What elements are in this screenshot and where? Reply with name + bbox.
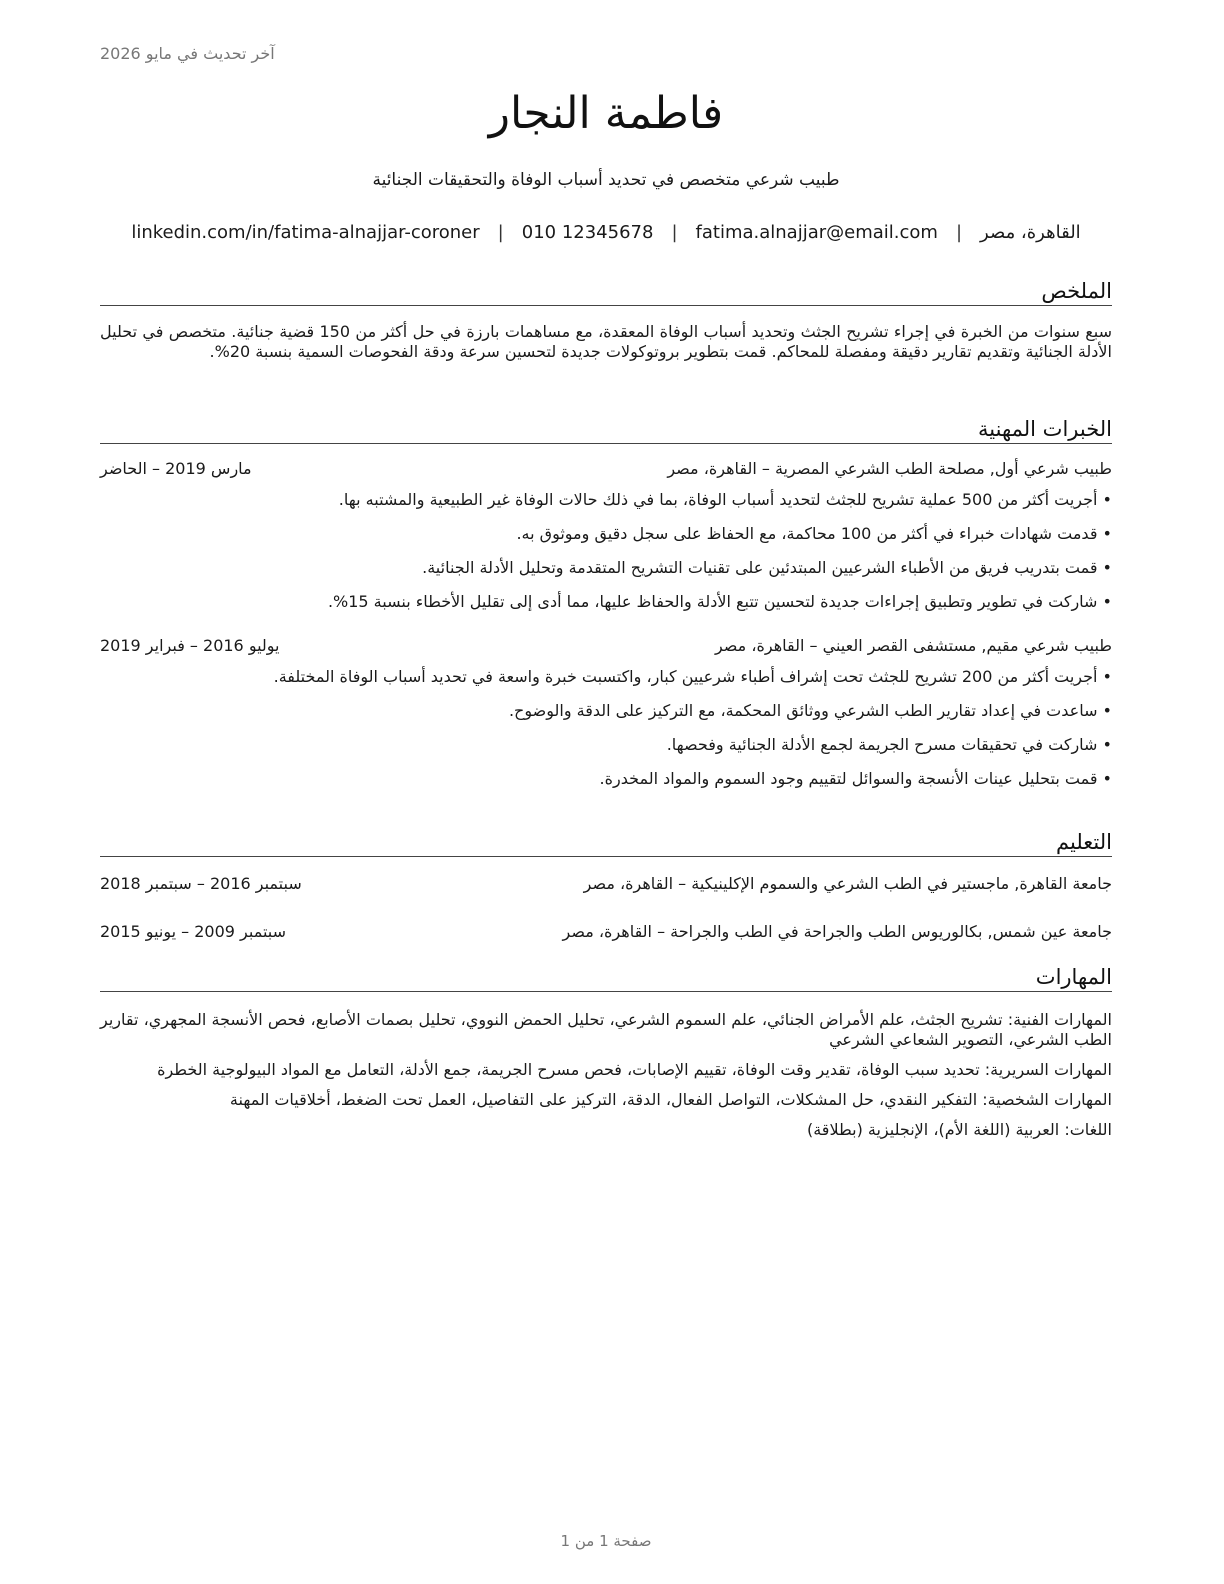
- job-bullets: [100, 489, 1112, 613]
- job-bullet: • قمت بتحليل عينات الأنسجة والسوائل لتقييم وجود السموم والمواد المخدرة.: [100, 768, 1112, 790]
- page-number: صفحة 1 من 1: [560, 1532, 652, 1550]
- job-role: طبيب شرعي مقيم, مستشفى القصر العيني – القاهرة، مصر: [714, 636, 1112, 655]
- skill-line: المهارات الفنية: تشريح الجثث، علم الأمراض الجنائي، علم السموم الشرعي، تحليل الحمض النووي، تحليل بصمات الأصابع، فحص الأنسجة المجهري، تقارير الطب الشرعي، التصوير الشعاعي الشرعي: [100, 1010, 1112, 1049]
- job-dates: يوليو 2016 – فبراير 2019: [100, 636, 280, 655]
- summary-section: [100, 278, 1112, 362]
- summary-text: سبع سنوات من الخبرة في إجراء تشريح الجثث وتحديد أسباب الوفاة المعقدة، مع مساهمات بارزة في حل أكثر من 150 قضية جنائية. متخصص في تحليل الأدلة الجنائية وتقديم تقارير دقيقة ومفصلة للمحاكم. قمت بتطوير بروتوكولات جديدة لتحسين سرعة ودقة الفحوصات السمية بنسبة 20%.: [100, 322, 1113, 361]
- experience-section: [100, 416, 1112, 802]
- skills-list: [100, 1010, 1112, 1140]
- contact-separator: |: [497, 222, 504, 243]
- job-bullet: • أجريت أكثر من 200 تشريح للجثث تحت إشراف أطباء شرعيين كبار، واكتسبت خبرة واسعة في تحديد أسباب الوفاة المختلفة.: [100, 666, 1112, 688]
- candidate-name: فاطمة النجار: [488, 88, 724, 139]
- job-role: طبيب شرعي أول, مصلحة الطب الشرعي المصرية – القاهرة، مصر: [667, 459, 1112, 478]
- job-header: [100, 635, 1112, 657]
- skill-line: اللغات: العربية (اللغة الأم)، الإنجليزية (بطلاقة): [806, 1120, 1112, 1139]
- contact-separator: |: [671, 222, 678, 243]
- education-degree: جامعة القاهرة, ماجستير في الطب الشرعي والسموم الإكلينيكية – القاهرة، مصر: [583, 874, 1112, 893]
- skill-line: المهارات الشخصية: التفكير النقدي، حل المشكلات، التواصل الفعال، الدقة، التركيز على التفاصيل، العمل تحت الضغط، أخلاقيات المهنة: [229, 1090, 1112, 1109]
- education-degree: جامعة عين شمس, بكالوريوس الطب والجراحة في الطب والجراحة – القاهرة، مصر: [562, 922, 1112, 941]
- skill-line: المهارات السريرية: تحديد سبب الوفاة، تقدير وقت الوفاة، تقييم الإصابات، فحص مسرح الجريمة، جمع الأدلة، التعامل مع المواد البيولوجية الخطرة: [157, 1060, 1112, 1079]
- education-title: التعليم: [100, 829, 1112, 857]
- summary-title: الملخص: [100, 278, 1112, 306]
- last-updated-text: آخر تحديث في مايو 2026: [100, 44, 275, 63]
- skills-title: المهارات: [100, 964, 1112, 992]
- job-bullet: • قمت بتدريب فريق من الأطباء الشرعيين المبتدئين على تقنيات التشريح المتقدمة وتحليل الأدلة الجنائية.: [100, 557, 1112, 579]
- contact-line: [100, 222, 1112, 243]
- resume-page: [100, 0, 1112, 1584]
- education-dates: سبتمبر 2009 – يونيو 2015: [100, 922, 287, 941]
- job-bullets: [100, 666, 1112, 790]
- experience-title: الخبرات المهنية: [100, 416, 1112, 444]
- education-section: [100, 829, 1112, 943]
- contact-separator: |: [955, 222, 963, 243]
- job-entry: [100, 458, 1112, 613]
- education-entry: [100, 873, 1112, 895]
- job-bullet: • ساعدت في إعداد تقارير الطب الشرعي ووثائق المحكمة، مع التركيز على الدقة والوضوح.: [100, 700, 1112, 722]
- job-bullet: • شاركت في تطوير وتطبيق إجراءات جديدة لتحسين تتبع الأدلة والحفاظ عليها، مما أدى إلى تقليل الأخطاء بنسبة 15%.: [100, 591, 1112, 613]
- skills-section: [100, 964, 1112, 1150]
- job-bullet: • قدمت شهادات خبراء في أكثر من 100 محاكمة، مع الحفاظ على سجل دقيق وموثوق به.: [100, 523, 1112, 545]
- job-entry: [100, 635, 1112, 790]
- contact-location: القاهرة، مصر: [980, 222, 1081, 243]
- job-bullet: • شاركت في تحقيقات مسرح الجريمة لجمع الأدلة الجنائية وفحصها.: [100, 734, 1112, 756]
- contact-phone: 010 12345678: [521, 222, 654, 243]
- candidate-tagline: طبيب شرعي متخصص في تحديد أسباب الوفاة والتحقيقات الجنائية: [372, 170, 840, 190]
- education-dates: سبتمبر 2016 – سبتمبر 2018: [100, 874, 302, 893]
- job-bullet: • أجريت أكثر من 500 عملية تشريح للجثث لتحديد أسباب الوفاة، بما في ذلك حالات الوفاة غير الطبيعية والمشتبه بها.: [100, 489, 1112, 511]
- contact-linkedin[interactable]: linkedin.com/in/fatima-alnajjar-coroner: [131, 222, 480, 243]
- job-dates: مارس 2019 – الحاضر: [100, 459, 252, 478]
- contact-email[interactable]: fatima.alnajjar@email.com: [695, 222, 938, 243]
- education-entry: [100, 921, 1112, 943]
- job-header: [100, 458, 1112, 480]
